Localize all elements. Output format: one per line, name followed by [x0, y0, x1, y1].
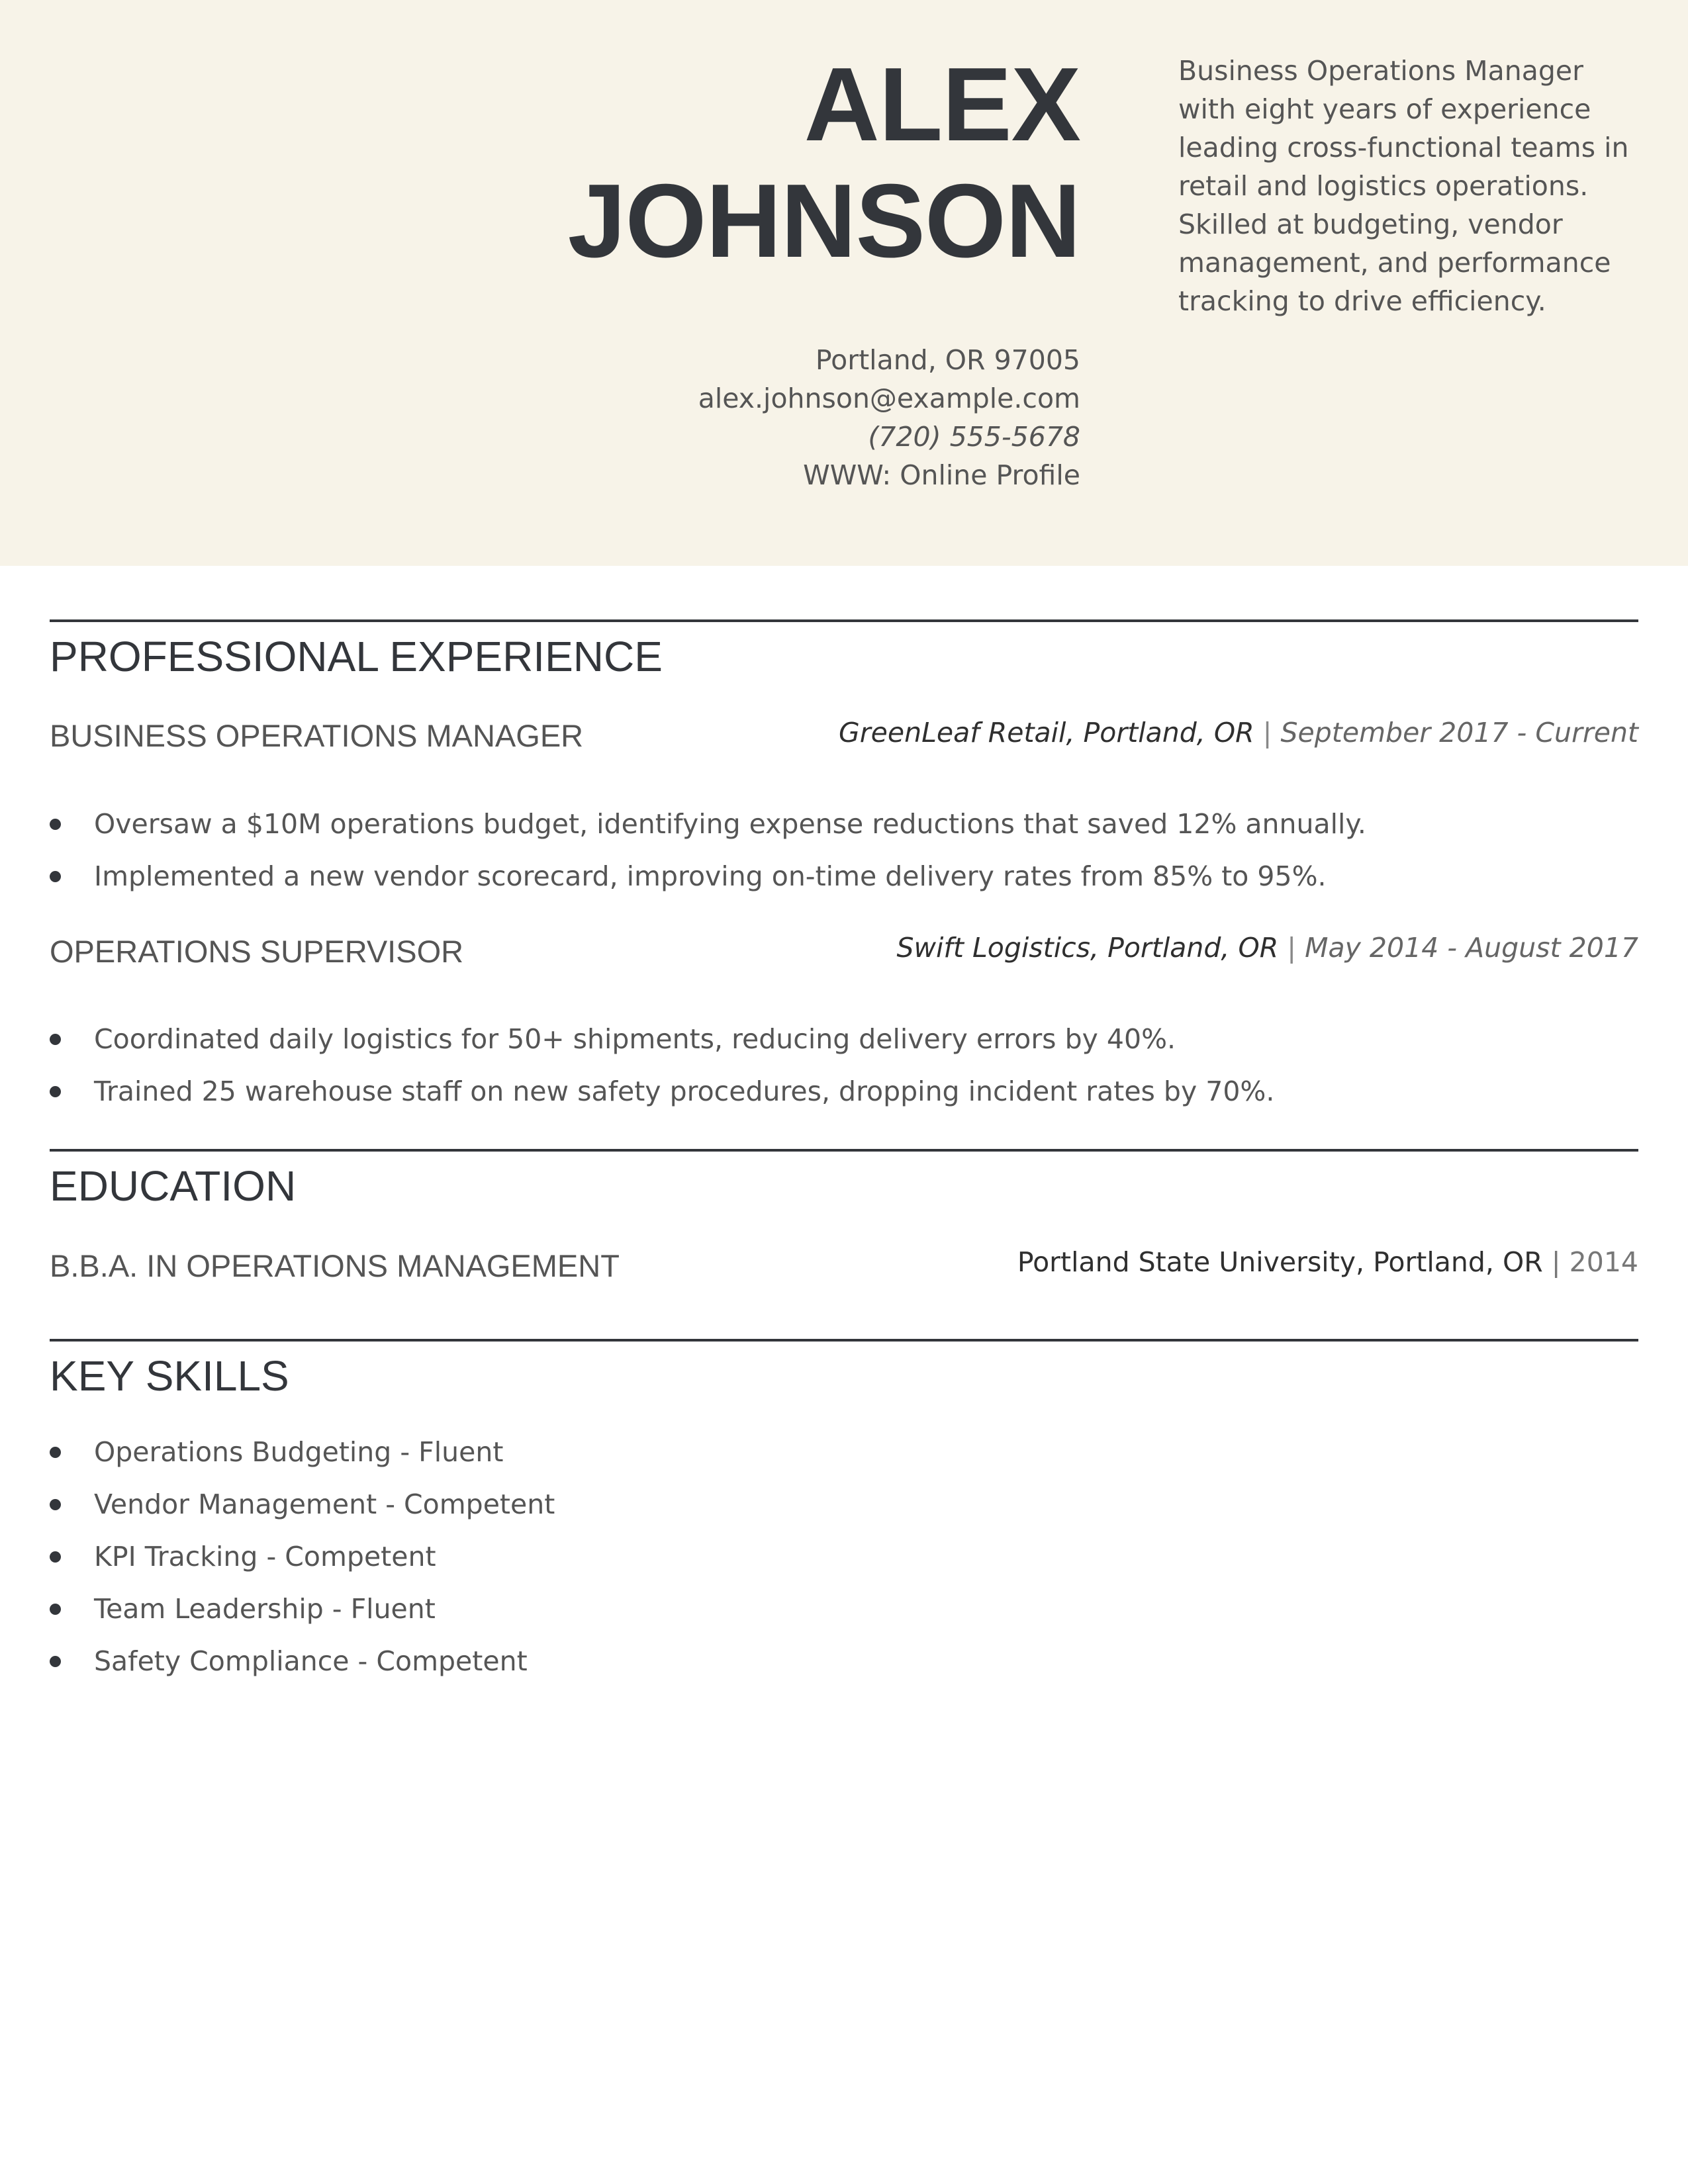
education-heading: EDUCATION	[50, 1162, 297, 1210]
experience-heading: PROFESSIONAL EXPERIENCE	[50, 633, 663, 680]
email-link[interactable]: alex.johnson@example.com	[698, 383, 1080, 414]
meta-separator: |	[1262, 717, 1272, 749]
contact-info	[698, 341, 1080, 494]
job-meta: Swift Logistics, Portland, OR | May 2014 - August 2017	[896, 932, 1638, 964]
website-link[interactable]: WWW: Online Profile	[803, 459, 1080, 491]
last-name: JOHNSON	[567, 163, 1080, 279]
first-name: ALEX	[804, 46, 1080, 163]
job-location: Portland, OR	[1107, 932, 1279, 964]
education-meta	[1017, 1243, 1638, 1281]
section-divider	[50, 1339, 1638, 1342]
skills-list	[50, 1426, 555, 1688]
section-divider	[50, 619, 1638, 622]
resume-header	[0, 0, 1688, 566]
list-item: Trained 25 warehouse staff on new safety procedures, dropping incident rates by 70%.	[50, 1066, 1274, 1118]
job-title: BUSINESS OPERATIONS MANAGER	[50, 718, 584, 753]
list-item: Coordinated daily logistics for 50+ shipments, reducing delivery errors by 40%.	[50, 1013, 1274, 1066]
section-divider	[50, 1149, 1638, 1152]
phone-number: (720) 555-5678	[868, 421, 1080, 453]
job-bullets	[50, 798, 1366, 903]
list-item: Team Leadership - Fluent	[50, 1583, 555, 1635]
company-name: Swift Logistics	[896, 932, 1091, 964]
bullet-icon	[50, 1499, 61, 1510]
list-item: Oversaw a $10M operations budget, identifying expense reductions that saved 12% annually.	[50, 798, 1366, 850]
job-bullets	[50, 1013, 1274, 1118]
degree-title: B.B.A. IN OPERATIONS MANAGEMENT	[50, 1248, 620, 1283]
list-item: Vendor Management - Competent	[50, 1479, 555, 1531]
bullet-icon	[50, 1604, 61, 1615]
bullet-icon	[50, 1086, 61, 1097]
graduation-year: 2014	[1569, 1246, 1638, 1278]
list-item: Safety Compliance - Competent	[50, 1635, 555, 1688]
skills-heading: KEY SKILLS	[50, 1352, 289, 1400]
bullet-icon	[50, 1447, 61, 1458]
job-meta: GreenLeaf Retail, Portland, OR | September 2017 - Current	[839, 717, 1638, 749]
list-item: KPI Tracking - Competent	[50, 1531, 555, 1583]
bullet-icon	[50, 819, 61, 830]
bullet-icon	[50, 1034, 61, 1045]
job-location: Portland, OR	[1083, 717, 1254, 749]
list-item: Implemented a new vendor scorecard, improving on-time delivery rates from 85% to 95%.	[50, 850, 1366, 903]
candidate-name	[568, 46, 1080, 279]
address: Portland, OR 97005	[815, 344, 1080, 376]
meta-separator: |	[1551, 1246, 1561, 1278]
meta-separator: |	[1287, 932, 1297, 964]
company-name: GreenLeaf Retail	[839, 717, 1066, 749]
bullet-icon	[50, 1551, 61, 1563]
bullet-icon	[50, 1656, 61, 1667]
school-name: Portland State University, Portland, OR	[1017, 1246, 1543, 1278]
job-dates: May 2014 - August 2017	[1305, 932, 1638, 964]
job-title: OPERATIONS SUPERVISOR	[50, 934, 464, 969]
job-dates: September 2017 - Current	[1280, 717, 1638, 749]
bullet-icon	[50, 871, 61, 882]
list-item: Operations Budgeting - Fluent	[50, 1426, 555, 1479]
professional-summary: Business Operations Manager with eight years of experience leading cross-functional teams in retail and logistics operations. Skilled at budgeting, vendor management, and performance tracking to drive efficiency.	[1178, 55, 1629, 317]
